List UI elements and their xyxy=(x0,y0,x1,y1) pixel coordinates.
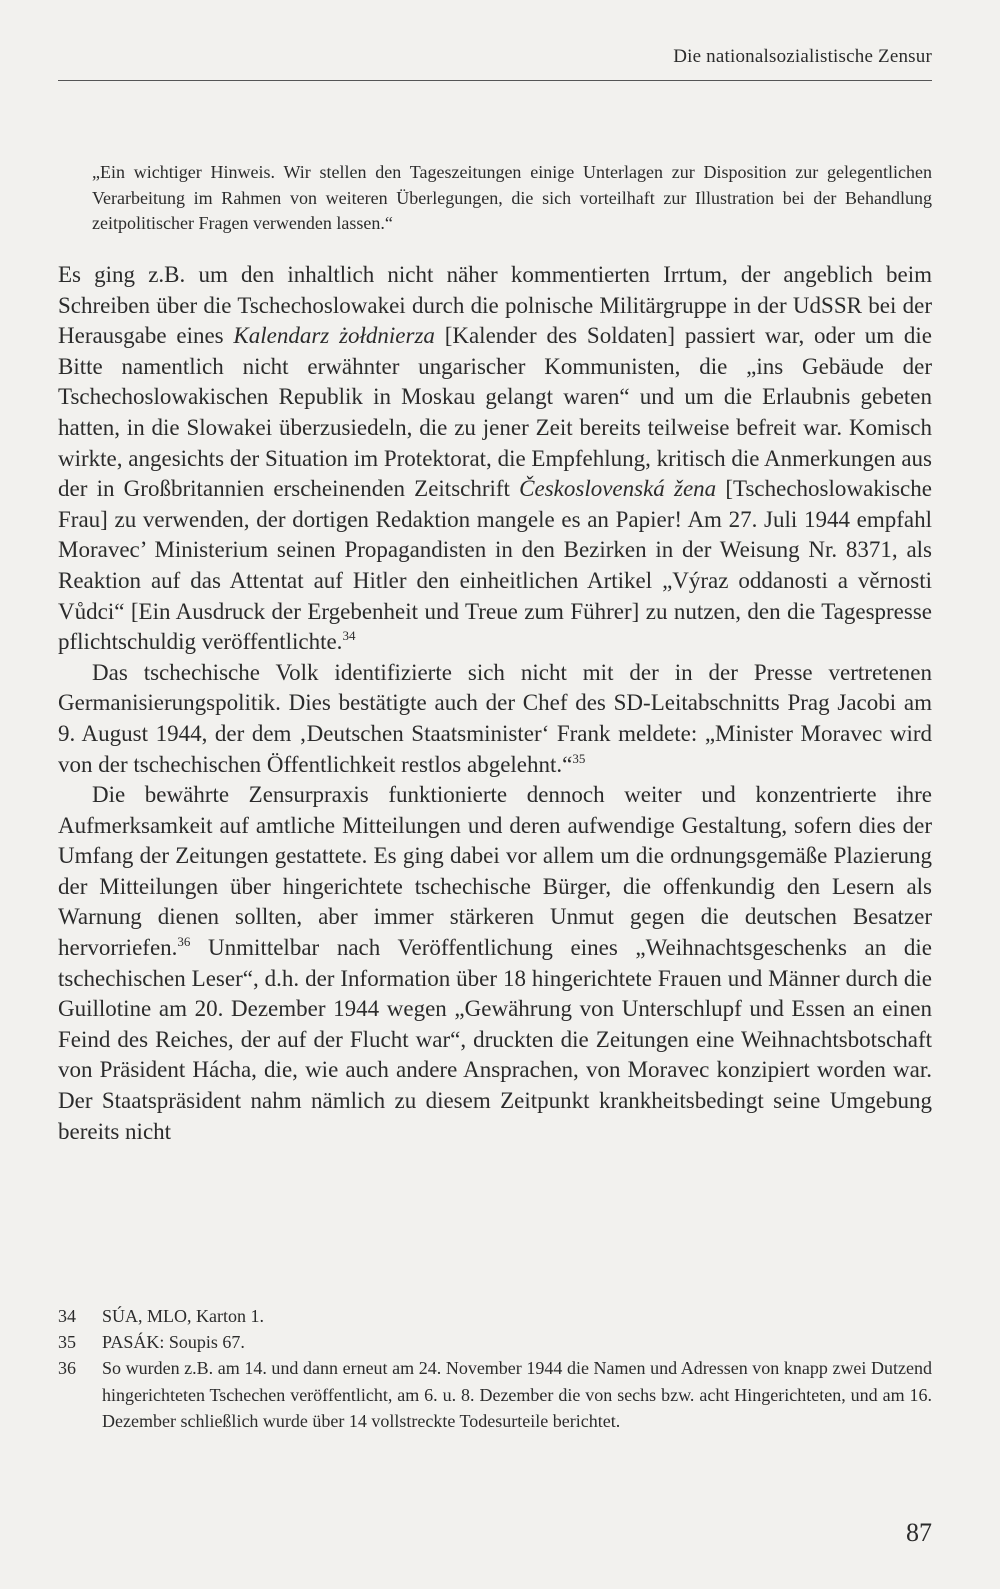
footnotes xyxy=(58,1303,932,1434)
footnote-35 xyxy=(58,1329,932,1355)
footnote-text: SÚA, MLO, Karton 1. xyxy=(102,1306,264,1326)
body-text xyxy=(58,260,932,1147)
footnote-34 xyxy=(58,1303,932,1329)
footnote-number: 36 xyxy=(58,1358,76,1379)
footnote-ref-36[interactable]: 36 xyxy=(177,934,191,950)
footnote-author: PASÁK xyxy=(102,1332,160,1353)
italic-title-zena: Československá žena xyxy=(519,476,717,502)
paragraph-3: Die bewährte Zensurpraxis funktionierte dennoch weiter und konzentrierte ihre Aufmerksamkeit auf amtliche Mitteilungen und deren aufwendige Gestaltung, sofern dies der Umfang der Zeitungen gestattete. Es ging dabei vor allem um die ordnungsgemäße Plazierung der Mitteilungen über hingerichtete tschechische Bürger, die offenkundig den Lesern als Warnung dienen sollten, aber immer stärkeren Unmut gegen die deutschen Besatzer hervorriefen.$^{36}$ Unmittelbar nach Veröffentlichung eines „Weihnachtsgeschenks an die tschechischen Leser“, d.h. der Information über 18 hingerichtete Frauen und Männer durch die Guillotine am 20. Dezember 1944 wegen „Gewährung von Unterschlupf und Essen an einen Feind des Reiches, der auf der Flucht war“, druckten die Zeitungen eine Weihnachtsbotschaft von Präsident Hácha, die, wie auch andere Ansprachen, von Moravec konzipiert worden war. Der Staatspräsident nahm nämlich zu diesem Zeitpunkt krankheitsbedingt seine Umgebung bereits nicht xyxy=(58,782,932,1144)
page-number: 87 xyxy=(906,1518,932,1547)
paragraph-1: Es ging z.B. um den inhaltlich nicht näher kommentierten Irrtum, der angeblich beim Schreiben über die Tschechoslowakei durch die polnische Militärgruppe in der UdSSR bei der Herausgabe eines Kalendarz żołdnierza [Kalender des Soldaten] passiert war, oder um die Bitte namentlich nicht erwähnter ungarischer Kommunisten, die „ins Gebäude der Tschechoslowakischen Republik in Moskau gelangt waren“ und um die Erlaubnis gebeten hatten, in die Slowakei überzusiedeln, die zu jener Zeit bereits teilweise befreit war. Komisch wirkte, angesichts der Situation im Protektorat, die Empfehlung, kritisch die Anmerkungen aus der in Großbritannien erscheinenden Zeitschrift Československá žena [Tschechoslowakische Frau] zu verwenden, der dortigen Redaktion mangele es an Papier! Am 27. Juli 1944 empfahl Moravec’ Ministerium seinen Propagandisten in den Bezirken in der Weisung Nr. 8371, als Reaktion auf das Attentat auf Hitler den einheitlichen Artikel „Výraz oddanosti a věrnosti Vůdci“ [Ein Ausdruck der Ergebenheit und Treue zum Führer] zu nutzen, den die Tagespresse pflichtschuldig veröffentlichte.$^{34}$ xyxy=(58,262,932,655)
header-rule xyxy=(58,80,932,81)
running-title: Die nationalsozialistische Zensur xyxy=(673,46,932,67)
footnote-text: : Soupis 67. xyxy=(159,1332,245,1353)
italic-title-kalendarz: Kalendarz żołdnierza xyxy=(233,323,435,349)
footnote-36 xyxy=(58,1355,932,1434)
footnote-ref-35[interactable]: 35 xyxy=(572,750,586,766)
footnote-number: 35 xyxy=(58,1332,76,1353)
footnote-number: 34 xyxy=(58,1306,76,1326)
footnote-ref-34[interactable]: 34 xyxy=(342,628,356,644)
paragraph-2: Das tschechische Volk identifizierte sich nicht mit der in der Presse vertretenen Germanisierungspolitik. Dies bestätigte auch der Chef des SD-Leitabschnitts Prag Jacobi am 9. August 1944, der dem ‚Deutschen Staatsminister‘ Frank meldete: „Minister Moravec wird von der tschechischen Öffentlichkeit restlos abgelehnt.“$^{35}$ xyxy=(58,659,932,777)
footnote-text: So wurden z.B. am 14. und dann erneut am 24. November 1944 die Namen und Adressen von knapp zwei Dutzend hingerichteten Tschechen veröffentlicht, am 6. u. 8. Dezember die von sechs bzw. acht Hingerichteten, und am 16. Dezember schließlich wurde über 14 vollstreckte Todesurteile berichtet. xyxy=(102,1358,932,1431)
block-quote: „Ein wichtiger Hinweis. Wir stellen den Tageszeitungen einige Unterlagen zur Disposition zur gelegentlichen Verarbeitung im Rahmen von weiteren Überlegungen, die sich vorteilhaft zur Illustration bei der Behandlung zeitpolitischer Fragen verwenden lassen.“ xyxy=(92,162,932,233)
